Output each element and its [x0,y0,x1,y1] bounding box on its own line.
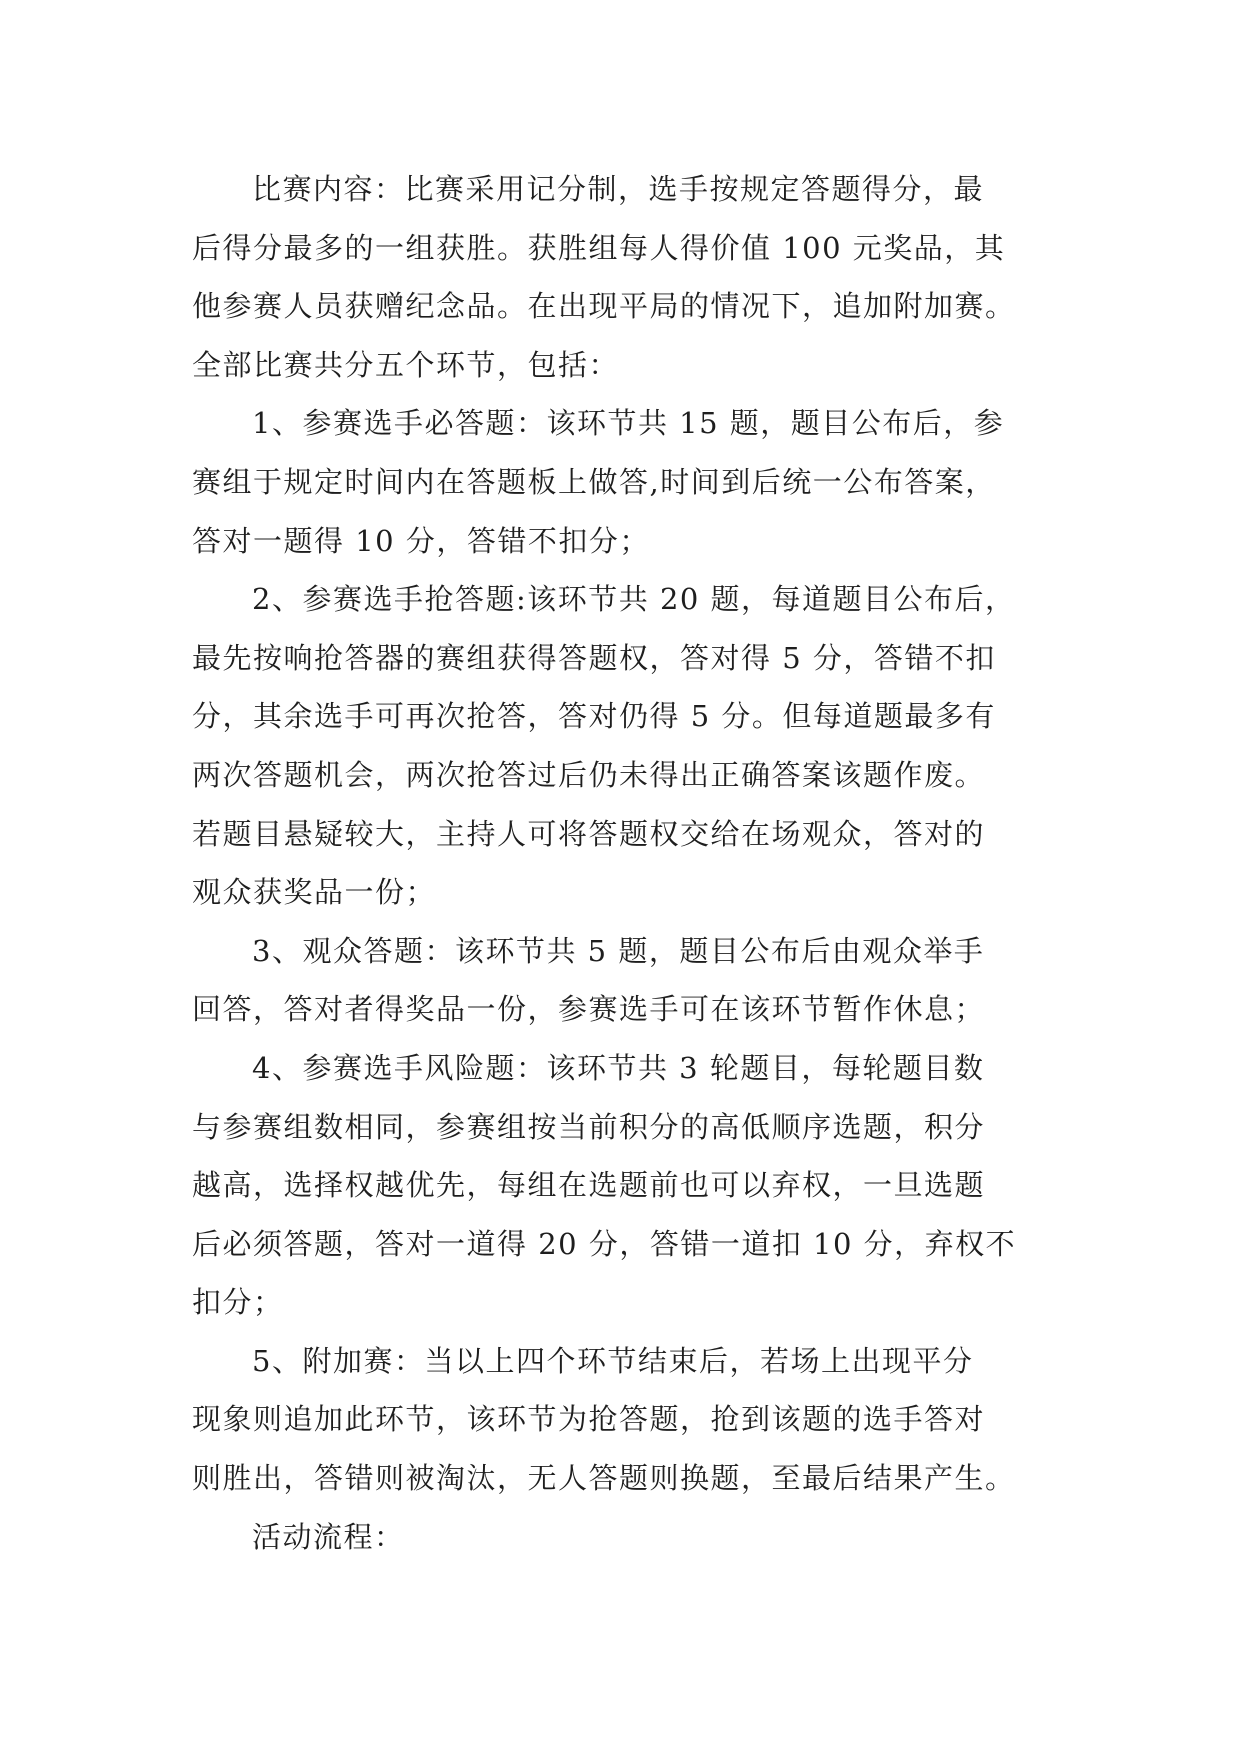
item-1-line-1: 1、参赛选手必答题：该环节共 15 题，题目公布后，参 [252,406,1005,441]
item-2-line-6: 观众获奖品一份； [192,875,437,910]
item-1-line-3: 答对一题得 10 分，答错不扣分； [192,523,650,558]
paragraph-competition-content-line-3: 他参赛人员获赠纪念品。在出现平局的情况下，追加附加赛。 [192,289,1016,324]
item-4-line-4: 后必须答题，答对一道得 20 分，答错一道扣 10 分，弃权不 [192,1226,1017,1261]
activity-process-heading: 活动流程： [252,1519,405,1554]
item-4-line-3: 越高，选择权越优先，每组在选题前也可以弃权，一旦选题 [192,1168,986,1203]
item-4-line-1: 4、参赛选手风险题：该环节共 3 轮题目，每轮题目数 [252,1050,985,1085]
item-5-line-3: 则胜出，答错则被淘汰，无人答题则换题，至最后结果产生。 [192,1461,1016,1496]
paragraph-competition-content-line-2: 后得分最多的一组获胜。获胜组每人得价值 100 元奖品，其 [192,230,1006,265]
item-4-line-2: 与参赛组数相同，参赛组按当前积分的高低顺序选题，积分 [192,1109,986,1144]
paragraph-competition-content-line-1: 比赛内容：比赛采用记分制，选手按规定答题得分，最 [252,172,985,206]
item-5-line-1: 5、附加赛：当以上四个环节结束后，若场上出现平分 [252,1343,974,1378]
item-4-line-5: 扣分； [192,1285,284,1320]
item-2-line-4: 两次答题机会，两次抢答过后仍未得出正确答案该题作废。 [192,757,986,792]
item-2-line-5: 若题目悬疑较大，主持人可将答题权交给在场观众，答对的 [192,816,986,851]
document-body [192,160,1052,1566]
item-2-line-1: 2、参赛选手抢答题:该环节共 20 题，每道题目公布后， [252,582,1016,617]
item-2-line-2: 最先按响抢答器的赛组获得答题权，答对得 5 分，答错不扣 [192,640,996,675]
item-3-line-2: 回答，答对者得奖品一份，参赛选手可在该环节暂作休息； [192,992,986,1027]
paragraph-competition-content-line-4: 全部比赛共分五个环节，包括： [192,347,620,382]
item-2-line-3: 分，其余选手可再次抢答，答对仍得 5 分。但每道题最多有 [192,699,996,734]
item-3-line-1: 3、观众答题：该环节共 5 题，题目公布后由观众举手 [252,933,985,968]
item-5-line-2: 现象则追加此环节，该环节为抢答题，抢到该题的选手答对 [192,1402,986,1437]
item-1-line-2: 赛组于规定时间内在答题板上做答,时间到后统一公布答案， [192,464,996,499]
